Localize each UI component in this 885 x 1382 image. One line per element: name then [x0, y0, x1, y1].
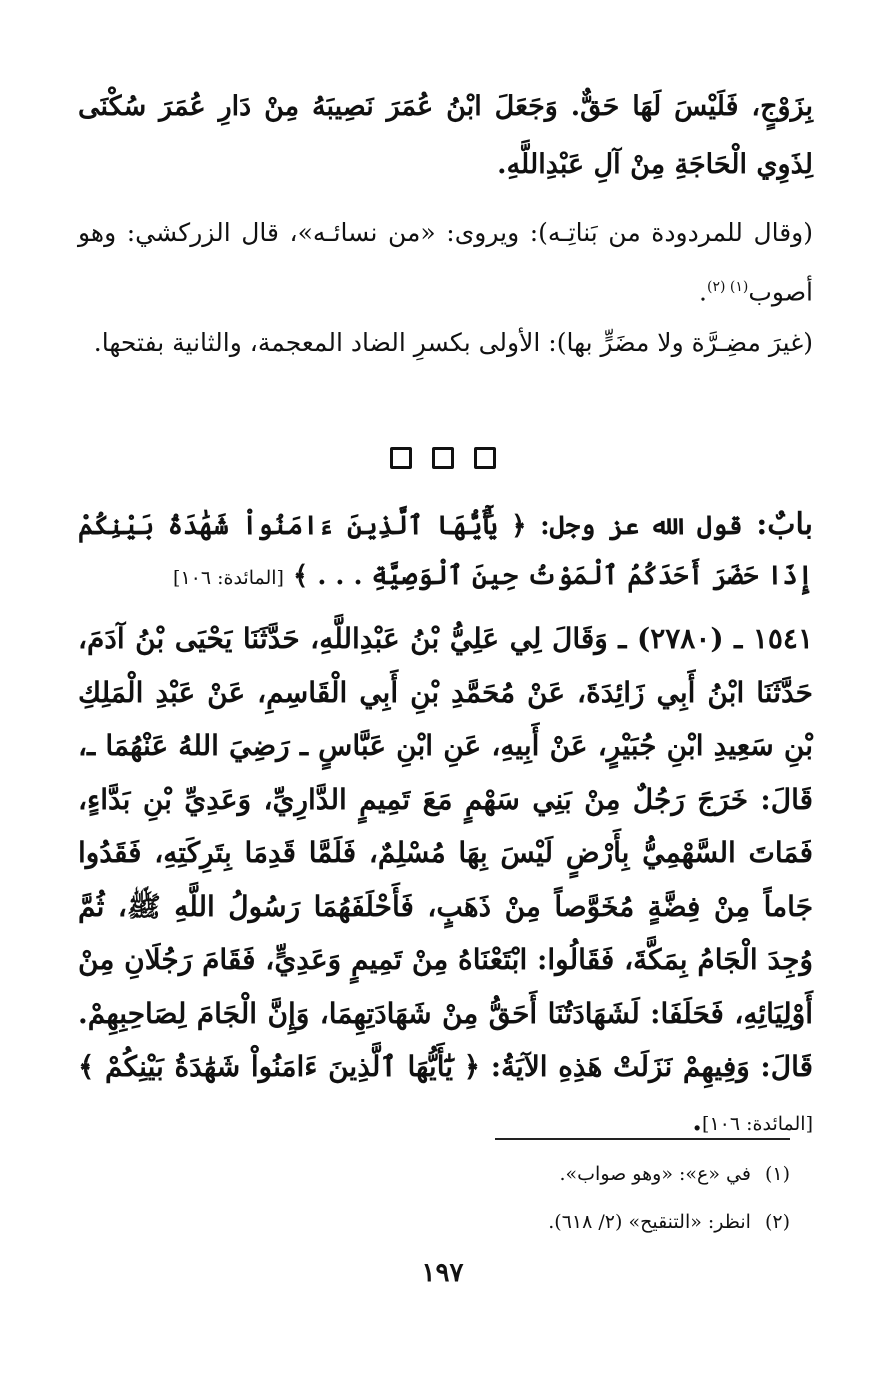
- chapter-title: قول الله عز وجل: ﴿ يَٰٓأَيُّهَا ٱلَّذِينَ ءَامَنُواْ شَهَٰدَةُ بَيْنِكُمْ إِذَا حَضَرَ أَحَدَكُمُ ٱلْمَوْتُ حِينَ ٱلْوَصِيَّةِ . . . ﴾: [78, 511, 813, 591]
- footnote-text: انظر: «التنقيح» (٢/ ٦١٨).: [548, 1211, 751, 1233]
- footnote-markers: (١) (٢): [707, 279, 749, 295]
- note-text: (غيرَ مضِـرَّة ولا مضَرٍّ بها): الأولى بكسرِ الضاد المعجمة، والثانية بفتحها.: [93, 328, 813, 357]
- square-ornament-icon: [432, 447, 454, 469]
- hadith-text: ١٥٤١ ـ (٢٧٨٠) ـ وَقَالَ لِي عَلِيُّ بْنُ عَبْدِاللَّهِ، حَدَّثَنَا يَحْيَى بْنُ آدَمَ، حَدَّثَنَا ابْنُ أَبِي زَائِدَةَ، عَنْ مُحَمَّدِ بْنِ أَبِي الْقَاسِمِ، عَنْ عَبْدِ الْمَلِكِ بْنِ سَعِيدِ ابْنِ جُبَيْرٍ، عَنْ أَبِيهِ، عَنِ ابْنِ عَبَّاسٍ ـ رَضِيَ اللهُ عَنْهُمَا ـ، قَالَ: خَرَجَ رَجُلٌ مِنْ بَنِي سَهْمٍ مَعَ تَمِيمٍ الدَّارِيِّ، وَعَدِيِّ بْنِ بَدَّاءٍ، فَمَاتَ السَّهْمِيُّ بِأَرْضٍ لَيْسَ بِهَا مُسْلِمٌ، فَلَمَّا قَدِمَا بِتَرِكَتِهِ، فَقَدُوا جَاماً مِنْ فِضَّةٍ مُخَوَّصاً مِنْ ذَهَبٍ، فَأَحْلَفَهُمَا رَسُولُ اللَّهِ ﷺ، ثُمَّ وُجِدَ الْجَامُ بِمَكَّةَ، فَقَالُوا: ابْتَعْنَاهُ مِنْ تَمِيمٍ وَعَدِيٍّ، فَقَامَ رَجُلَانِ مِنْ أَوْلِيَائِهِ، فَحَلَفَا: لَشَهَادَتُنَا أَحَقُّ مِنْ شَهَادَتِهِمَا، وَإِنَّ الْجَامَ لِصَاحِبِهِمْ. قَالَ: وَفِيهِمْ نَزَلَتْ هَذِهِ الآيَةُ: ﴿ يَٰٓأَيُّهَا ٱلَّذِينَ ءَامَنُواْ شَهَٰدَةُ بَيْنِكُمْ ﴾: [78, 622, 813, 1083]
- footnote-divider: [495, 1138, 790, 1140]
- hadith-block: [78, 612, 813, 1151]
- note-end: .: [699, 277, 707, 307]
- commentary-note-1: [78, 205, 813, 319]
- section-separator: [0, 447, 885, 469]
- page-number: ١٩٧: [421, 1258, 464, 1288]
- chapter-label: بابٌ:: [756, 507, 813, 542]
- hadith-reference: [المائدة: ١٠٦]: [702, 1112, 813, 1135]
- paragraph-continuation: [78, 78, 813, 194]
- footnotes: [290, 1150, 790, 1246]
- footnote: [290, 1198, 790, 1246]
- paragraph-text: بِزَوْجٍ، فَلَيْسَ لَهَا حَقٌّ. وَجَعَلَ ابْنُ عُمَرَ نَصِيبَهُ مِنْ دَارِ عُمَرَ سُكْنَى لِذَوِي الْحَاجَةِ مِنْ آلِ عَبْدِاللَّهِ.: [78, 91, 813, 180]
- chapter-heading: [78, 500, 813, 603]
- hadith-end: .: [692, 1103, 703, 1137]
- square-ornament-icon: [390, 447, 412, 469]
- footnote-number: (٢): [764, 1211, 790, 1233]
- footnote-text: في «ع»: «وهو صواب».: [559, 1163, 751, 1185]
- chapter-reference: [المائدة: ١٠٦]: [173, 567, 284, 589]
- note-text: (وقال للمردودة من بَناتِـه): ويروى: «من نسائـه»، قال الزركشي: وهو أصوب: [78, 218, 813, 307]
- footnote-number: (١): [764, 1163, 790, 1185]
- footnote: [290, 1150, 790, 1198]
- square-ornament-icon: [474, 447, 496, 469]
- commentary-note-2: [78, 315, 813, 370]
